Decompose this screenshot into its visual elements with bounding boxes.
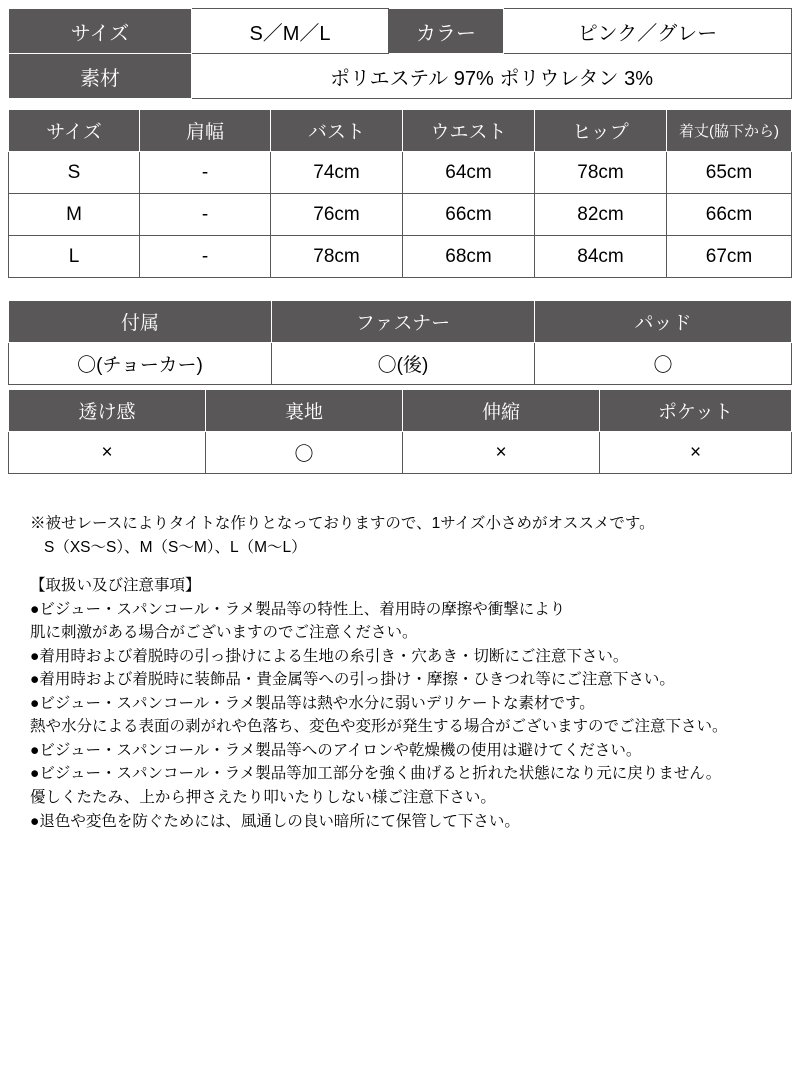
- feature-header-sheer: 透け感: [9, 390, 206, 432]
- size-cell: 68cm: [403, 236, 535, 278]
- spec-value-color: ピンク／グレー: [504, 9, 792, 54]
- caution-line: ●ビジュー・スパンコール・ラメ製品等の特性上、着用時の摩擦や衝撃により: [30, 600, 566, 618]
- table-header-row: [9, 110, 792, 152]
- table-row: [9, 152, 792, 194]
- sizing-note-line-1: ※被せレースによりタイトな作りとなっておりますので、1サイズ小さめがオススメです。: [30, 515, 655, 532]
- size-table: [8, 109, 792, 278]
- attach-header-accessory: 付属: [9, 301, 272, 343]
- spec-label-size: サイズ: [9, 9, 192, 54]
- table-row: [9, 54, 792, 99]
- features-table: [8, 389, 792, 474]
- size-cell: 66cm: [667, 194, 792, 236]
- size-cell: 78cm: [535, 152, 667, 194]
- size-header-length: 着丈(脇下から): [667, 110, 792, 152]
- attach-value-pad: 〇: [535, 343, 792, 385]
- feature-value-pocket: ×: [600, 432, 792, 474]
- size-cell: 64cm: [403, 152, 535, 194]
- size-cell: L: [9, 236, 140, 278]
- size-header-bust: バスト: [271, 110, 403, 152]
- size-cell: 67cm: [667, 236, 792, 278]
- size-header-size: サイズ: [9, 110, 140, 152]
- attachment-table: [8, 300, 792, 385]
- spec-value-material: ポリエステル 97% ポリウレタン 3%: [192, 54, 792, 99]
- attach-value-accessory: 〇(チョーカー): [9, 343, 272, 385]
- caution-line: ●ビジュー・スパンコール・ラメ製品等へのアイロンや乾燥機の使用は避けてください。: [30, 741, 642, 759]
- spec-value-size: S／M／L: [192, 9, 389, 54]
- sizing-notes: [8, 512, 792, 560]
- size-cell: S: [9, 152, 140, 194]
- size-cell: 84cm: [535, 236, 667, 278]
- size-header-waist: ウエスト: [403, 110, 535, 152]
- feature-header-pocket: ポケット: [600, 390, 792, 432]
- size-cell: -: [140, 194, 271, 236]
- caution-line: 肌に刺激がある場合がございますのでご注意ください。: [30, 624, 418, 642]
- size-cell: -: [140, 152, 271, 194]
- feature-value-lining: 〇: [206, 432, 403, 474]
- caution-line: ●ビジュー・スパンコール・ラメ製品等加工部分を強く曲げると折れた状態になり元に戻りません。: [30, 765, 722, 783]
- size-cell: 74cm: [271, 152, 403, 194]
- size-cell: 65cm: [667, 152, 792, 194]
- spec-label-color: カラー: [389, 9, 504, 54]
- size-cell: -: [140, 236, 271, 278]
- size-header-shoulder: 肩幅: [140, 110, 271, 152]
- table-row: [9, 236, 792, 278]
- table-row: [9, 9, 792, 54]
- caution-line: ●着用時および着脱時に装飾品・貴金属等への引っ掛け・摩擦・ひきつれ等にご注意下さい。: [30, 671, 675, 689]
- feature-header-stretch: 伸縮: [403, 390, 600, 432]
- table-row: [9, 432, 792, 474]
- spec-label-material: 素材: [9, 54, 192, 99]
- size-header-hip: ヒップ: [535, 110, 667, 152]
- caution-line: ●ビジュー・スパンコール・ラメ製品等は熱や水分に弱いデリケートな素材です。: [30, 694, 595, 712]
- caution-title: 【取扱い及び注意事項】: [30, 577, 201, 595]
- size-cell: 76cm: [271, 194, 403, 236]
- table-row: [9, 194, 792, 236]
- table-row: [9, 343, 792, 385]
- size-cell: M: [9, 194, 140, 236]
- feature-header-lining: 裏地: [206, 390, 403, 432]
- size-cell: 82cm: [535, 194, 667, 236]
- attach-value-zipper: 〇(後): [272, 343, 535, 385]
- table-header-row: [9, 390, 792, 432]
- caution-line: ●着用時および着脱時の引っ掛けによる生地の糸引き・穴あき・切断にご注意下さい。: [30, 647, 629, 665]
- table-header-row: [9, 301, 792, 343]
- caution-line: 優しくたたみ、上から押さえたり叩いたりしない様ご注意下さい。: [30, 788, 496, 806]
- caution-line: 熱や水分による表面の剥がれや色落ち、変色や変形が発生する場合がございますのでご注意下さい。: [30, 718, 728, 736]
- caution-block: [8, 574, 792, 833]
- feature-value-stretch: ×: [403, 432, 600, 474]
- size-cell: 66cm: [403, 194, 535, 236]
- feature-value-sheer: ×: [9, 432, 206, 474]
- attach-header-zipper: ファスナー: [272, 301, 535, 343]
- size-cell: 78cm: [271, 236, 403, 278]
- caution-line: ●退色や変色を防ぐためには、風通しの良い暗所にて保管して下さい。: [30, 812, 520, 830]
- spec-table: [8, 8, 792, 99]
- sizing-note-line-2: S（XS〜S）、M（S〜M）、L（M〜L）: [44, 539, 307, 557]
- attach-header-pad: パッド: [535, 301, 792, 343]
